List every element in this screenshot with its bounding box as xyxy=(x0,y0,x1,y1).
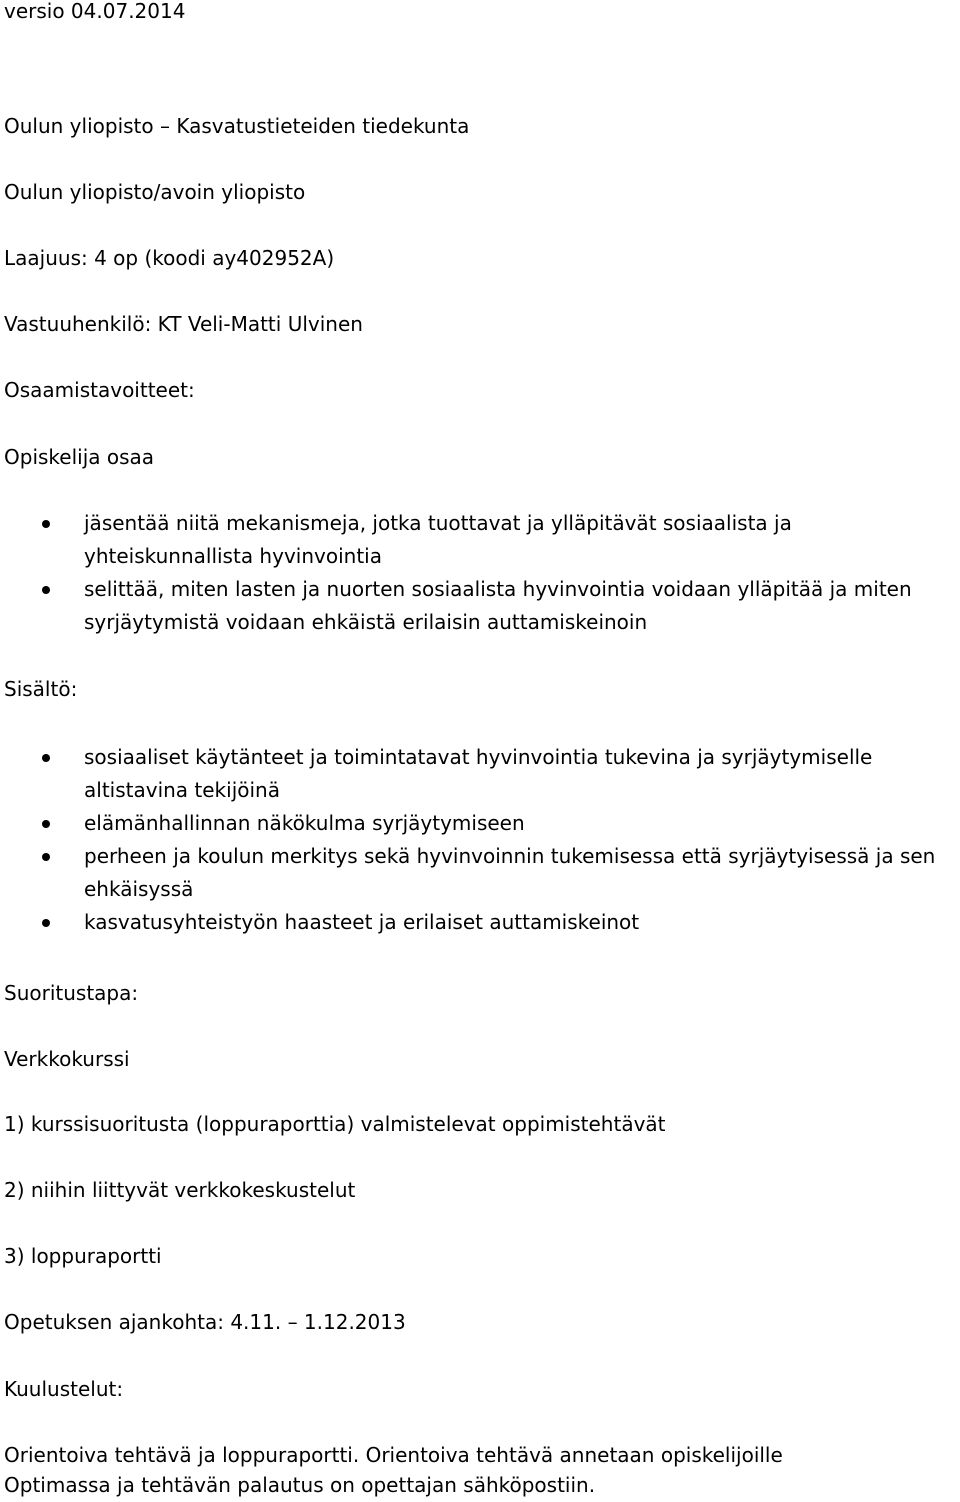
bullet-icon xyxy=(42,853,50,861)
bullet-icon xyxy=(42,820,50,828)
version-label: versio 04.07.2014 xyxy=(4,0,186,23)
bullet-icon xyxy=(42,586,50,594)
list-item: perheen ja koulun merkitys sekä hyvinvoinnin tukemisessa että syrjäytyisessä ja sen ehkäisyssä xyxy=(0,840,960,906)
completion-step-3: 3) loppuraportti xyxy=(4,1244,162,1268)
bullet-icon xyxy=(42,520,50,528)
list-item: sosiaaliset käytänteet ja toimintatavat hyvinvointia tukevina ja syrjäytymiselle altistavina tekijöinä xyxy=(0,741,960,807)
objectives-list xyxy=(0,507,960,639)
teaching-period: Opetuksen ajankohta: 4.11. – 1.12.2013 xyxy=(4,1310,406,1334)
bullet-icon xyxy=(42,919,50,927)
exams-heading: Kuulustelut: xyxy=(4,1377,124,1401)
content-heading: Sisältö: xyxy=(4,677,78,701)
list-item: selittää, miten lasten ja nuorten sosiaalista hyvinvointia voidaan ylläpitää ja miten syrjäytymistä voidaan ehkäistä erilaisin auttamiskeinoin xyxy=(0,573,960,639)
exams-line-1: Orientoiva tehtävä ja loppuraportti. Orientoiva tehtävä annetaan opiskelijoille xyxy=(4,1443,783,1467)
list-item: kasvatusyhteistyön haasteet ja erilaiset auttamiskeinot xyxy=(0,906,960,939)
completion-step-2: 2) niihin liittyvät verkkokeskustelut xyxy=(4,1178,356,1202)
bullet-icon xyxy=(42,754,50,762)
content-list xyxy=(0,741,960,939)
faculty-line: Oulun yliopisto – Kasvatustieteiden tiedekunta xyxy=(4,114,470,138)
scope-line: Laajuus: 4 op (koodi ay402952A) xyxy=(4,246,335,270)
objectives-heading: Osaamistavoitteet: xyxy=(4,378,195,402)
completion-step-1: 1) kurssisuoritusta (loppuraporttia) valmistelevat oppimistehtävät xyxy=(4,1112,666,1136)
completion-mode: Verkkokurssi xyxy=(4,1047,130,1071)
objectives-intro: Opiskelija osaa xyxy=(4,445,155,469)
completion-heading: Suoritustapa: xyxy=(4,981,139,1005)
responsible-person-line: Vastuuhenkilö: KT Veli-Matti Ulvinen xyxy=(4,312,363,336)
list-item: elämänhallinnan näkökulma syrjäytymiseen xyxy=(0,807,960,840)
organizer-line: Oulun yliopisto/avoin yliopisto xyxy=(4,180,306,204)
exams-line-2: Optimassa ja tehtävän palautus on opettajan sähköpostiin. xyxy=(4,1473,596,1497)
list-item: jäsentää niitä mekanismeja, jotka tuottavat ja ylläpitävät sosiaalista ja yhteiskunnallista hyvinvointia xyxy=(0,507,960,573)
